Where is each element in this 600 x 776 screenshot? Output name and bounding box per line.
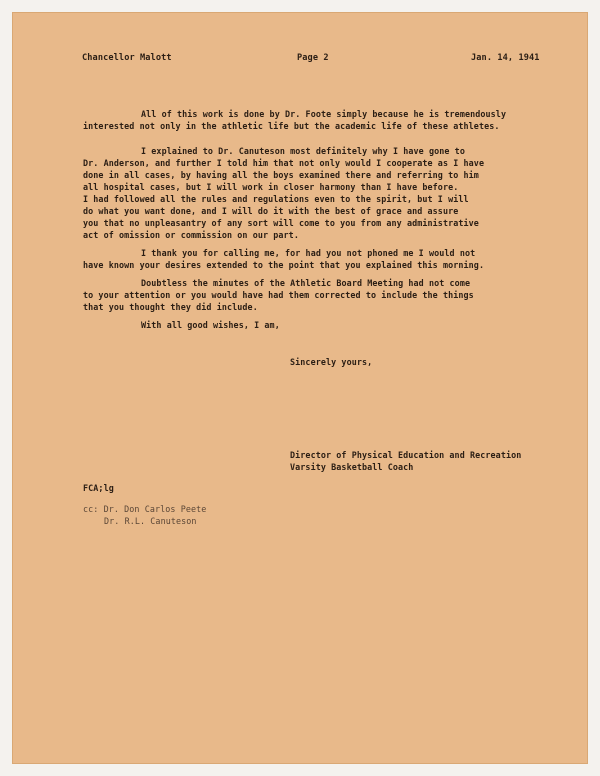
body-line: done in all cases, by having all the boys examined there and referring to him (83, 170, 479, 180)
cc-line: Dr. R.L. Canuteson (104, 516, 197, 526)
body-line: I thank you for calling me, for had you not phoned me I would not (141, 248, 476, 258)
body-line: all hospital cases, but I will work in closer harmony than I have before. (83, 182, 459, 192)
body-line: you that no unpleasantry of any sort will come to you from any administrative (83, 218, 479, 228)
body-line: All of this work is done by Dr. Foote simply because he is tremendously (141, 109, 507, 119)
typist-initials: FCA;lg (83, 483, 114, 493)
signature-subtitle: Varsity Basketball Coach (290, 462, 414, 472)
body-line: Dr. Anderson, and further I told him that not only would I cooperate as I have (83, 158, 485, 168)
body-line: to your attention or you would have had them corrected to include the things (83, 290, 474, 300)
body-line: have known your desires extended to the point that you explained this morning. (83, 260, 485, 270)
body-line: With all good wishes, I am, (141, 320, 280, 330)
body-line: Doubtless the minutes of the Athletic Board Meeting had not come (141, 278, 471, 288)
body-line: act of omission or commission on our part. (83, 230, 299, 240)
closing-salutation: Sincerely yours, (290, 357, 373, 367)
body-line: I had followed all the rules and regulations even to the spirit, but I will (83, 194, 469, 204)
body-line: interested not only in the athletic life but the academic life of these athletes. (83, 121, 500, 131)
header-date: Jan. 14, 1941 (471, 53, 540, 63)
body-line: do what you want done, and I will do it with the best of grace and assure (83, 206, 459, 216)
signature-title: Director of Physical Education and Recreation (290, 450, 522, 460)
header-page-number: Page 2 (297, 53, 329, 63)
body-line: that you thought they did include. (83, 302, 258, 312)
header-recipient: Chancellor Malott (82, 53, 172, 63)
body-line: I explained to Dr. Canuteson most definitely why I have gone to (141, 146, 465, 156)
letter-page (12, 12, 588, 764)
cc-line: cc: Dr. Don Carlos Peete (83, 504, 207, 514)
bleed-through-text (142, 552, 392, 564)
